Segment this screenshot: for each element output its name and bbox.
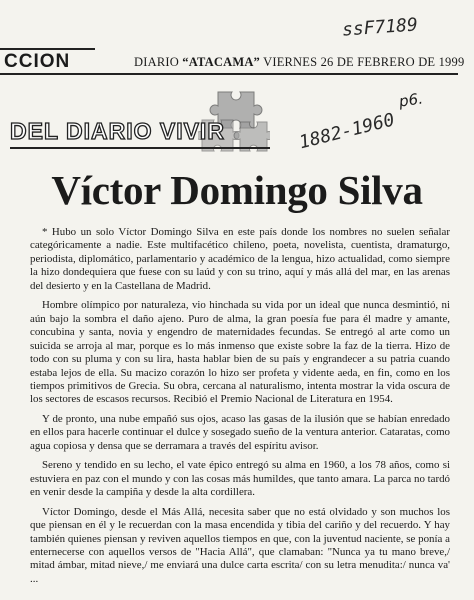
handwritten-archive-code: ssF7189 <box>341 14 419 41</box>
section-label: CCION <box>4 51 71 72</box>
newspaper-name: “ATACAMA” <box>182 55 260 69</box>
dateline-prefix: DIARIO <box>134 55 183 69</box>
article-paragraph: Sereno y tendido en su lecho, el vate épico entregó su alma en 1960, a los 78 años, como si estuviera en paz con el mundo y con las cosas más humildes, que tanto amara. La parca no tardó en venir desde la campiña y desde la alta cordillera. <box>30 459 450 499</box>
column-logo-underline <box>10 147 270 149</box>
dateline-date: VIERNES 26 DE FEBRERO DE 1999 <box>260 55 465 69</box>
handwritten-dates-note: 1882-1960 <box>297 109 397 154</box>
article-title: Víctor Domingo Silva <box>51 167 423 213</box>
article-paragraph: Y de pronto, una nube empañó sus ojos, acaso las gasas de la ilusión que se habían enredado en ellos para hacerle continuar el dulce y sosegado sueño de la ventura anterior. Cataratas, como agua copiosa y densa que se derramara a través del espíritu avisor. <box>30 412 450 452</box>
dateline <box>134 55 464 70</box>
article-paragraph: * Hubo un solo Víctor Domingo Silva en este país donde los nombres no suelen señalar categóricamente a nadie. Este multifacético chileno, poeta, novelista, cuentista, dramaturgo, periodista, diplomático, parlamentario y académico de la lengua, hizo actualidad, como siempre la hizo dondequiera que fuese con su laúd y con su trino, aquí y más allá del mar, en las arenas del desierto y en la Castellana de Madrid. <box>30 226 450 292</box>
column-logo: DEL DIARIO VIVIR <box>10 118 225 144</box>
header-rule-left <box>0 48 95 50</box>
article-body <box>30 226 450 592</box>
article-paragraph: Hombre olímpico por naturaleza, vio hinchada su vida por un ideal que nunca desmintió, ni aún bajo la sombra el daño ajeno. Puro de alma, la gran poesía fue para él madre y amante, concubina y santa, novia y engendro de maternidades fecundas. Se entregó al arte como un suicida se arroja al mar, porque es lo más inmenso que existe sobre la faz de la tierra. Hizo de todo con su pluma y con su lira, hasta hablar bien de su país y engrandecer a su patria cuando estaba lejos de ella. Su macizo corazón lo hizo ser profeta y vidente aeda, en fin, como en los tiempos primitivos de Grecia. Su obra, cercana al naturalismo, intenta mostrar la vida oscura de los sectores de escasos recursos. Recibió el Premio Nacional de Literatura en 1954. <box>30 299 450 406</box>
article-paragraph: Víctor Domingo, desde el Más Allá, necesita saber que no está olvidado y son muchos los que piensan en él y le recuerdan con la masa encendida y tibia del cariño y del recuerdo. Y hay también quienes piensan y reviven aquellos tiempos en que, con la juventud naciente, se ponía a enternecerse con aquellos versos de "Hacia Allá", que clamaban: "Nunca ya tu mano breve,/ mitad ámbar, mitad nieve,/ me enviará una dulce carta escrita/ con su letra menudita:/ nunca va' ... <box>30 505 450 585</box>
header-rule <box>0 73 458 75</box>
handwritten-page-mark: p6. <box>397 89 424 111</box>
